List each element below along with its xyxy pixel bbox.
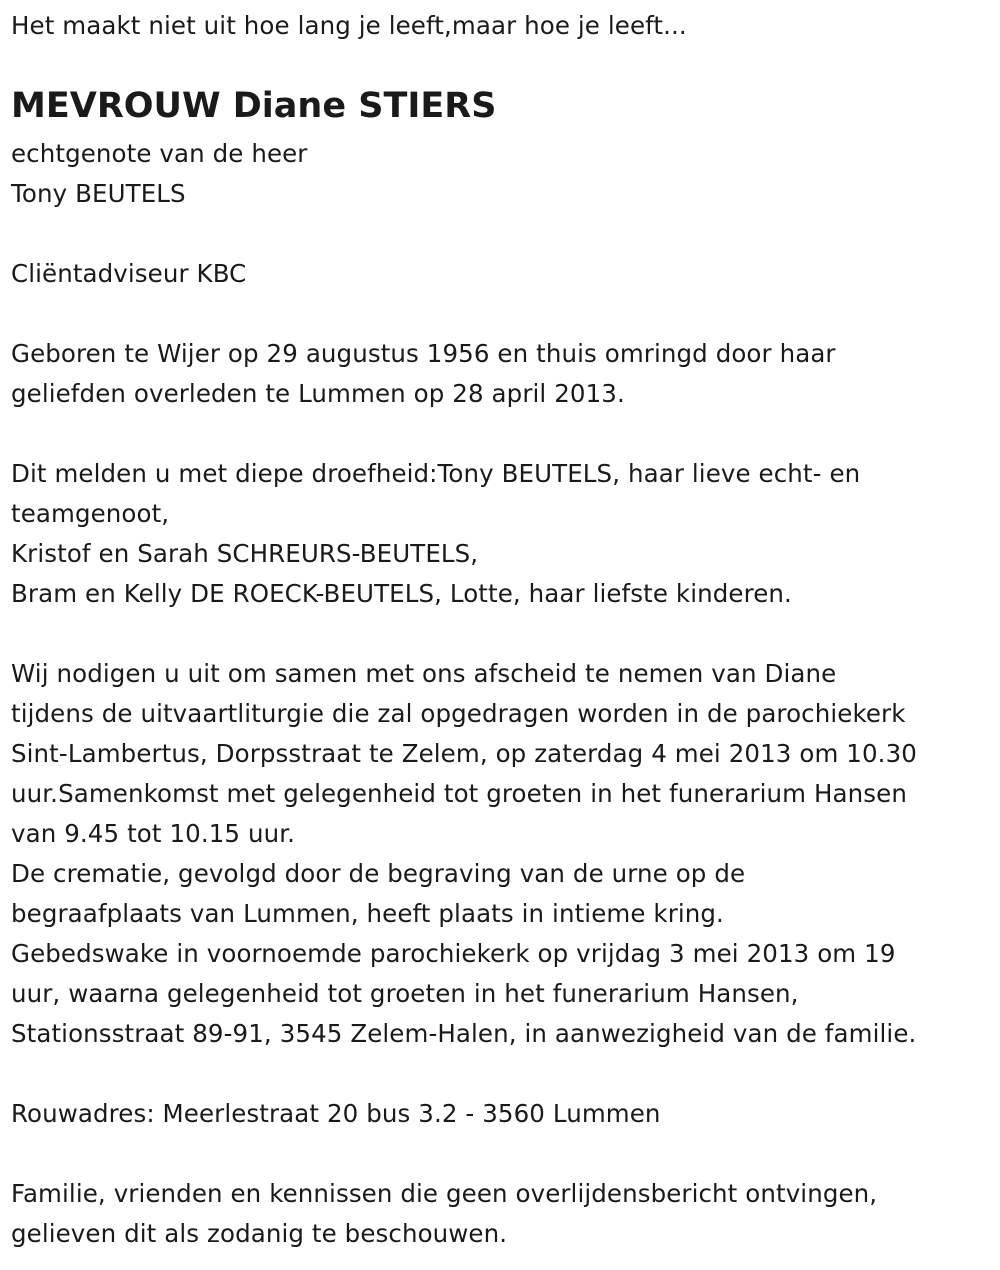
invitation-line: tijdens de uitvaartliturgie die zal opgedragen worden in de parochiekerk	[11, 699, 906, 728]
invitation-line: begraafplaats van Lummen, heeft plaats in intieme kring.	[11, 899, 724, 928]
invitation-block	[11, 654, 917, 1054]
announcement-line: teamgenoot,	[11, 499, 170, 528]
birth-death-line: geliefden overleden te Lummen op 28 april 2013.	[11, 379, 625, 408]
spouse-relation: echtgenote van de heer	[11, 139, 308, 168]
motto-text: Het maakt niet uit hoe lang je leeft,maar hoe je leeft...	[11, 11, 687, 40]
birth-death-block	[11, 334, 836, 414]
invitation-line: van 9.45 tot 10.15 uur.	[11, 819, 296, 848]
spouse-block	[11, 134, 307, 214]
spouse-name: Tony BEUTELS	[11, 179, 186, 208]
announcement-line: Kristof en Sarah SCHREURS-BEUTELS,	[11, 539, 479, 568]
occupation-block	[11, 254, 246, 294]
deceased-name: MEVROUW Diane STIERS	[11, 86, 497, 126]
invitation-line: Sint-Lambertus, Dorpsstraat te Zelem, op zaterdag 4 mei 2013 om 10.30	[11, 739, 917, 768]
invitation-line: Wij nodigen u uit om samen met ons afscheid te nemen van Diane	[11, 659, 837, 688]
invitation-line: Stationsstraat 89-91, 3545 Zelem-Halen, in aanwezigheid van de familie.	[11, 1019, 917, 1048]
notice-line: gelieven dit als zodanig te beschouwen.	[11, 1219, 508, 1248]
invitation-line: uur, waarna gelegenheid tot groeten in het funerarium Hansen,	[11, 979, 799, 1008]
occupation-text: Cliëntadviseur KBC	[11, 259, 247, 288]
mourning-address: Rouwadres: Meerlestraat 20 bus 3.2 - 3560 Lummen	[11, 1099, 661, 1128]
invitation-line: Gebedswake in voornoemde parochiekerk op vrijdag 3 mei 2013 om 19	[11, 939, 896, 968]
address-block	[11, 1094, 661, 1134]
notice-block	[11, 1174, 877, 1254]
birth-death-line: Geboren te Wijer op 29 augustus 1956 en thuis omringd door haar	[11, 339, 836, 368]
invitation-line: De crematie, gevolgd door de begraving van de urne op de	[11, 859, 746, 888]
announcement-line: Dit melden u met diepe droefheid:Tony BEUTELS, haar lieve echt- en	[11, 459, 861, 488]
invitation-line: uur.Samenkomst met gelegenheid tot groeten in het funerarium Hansen	[11, 779, 907, 808]
announcement-block	[11, 454, 860, 614]
announcement-line: Bram en Kelly DE ROECK-BEUTELS, Lotte, haar liefste kinderen.	[11, 579, 792, 608]
notice-line: Familie, vrienden en kennissen die geen overlijdensbericht ontvingen,	[11, 1179, 878, 1208]
